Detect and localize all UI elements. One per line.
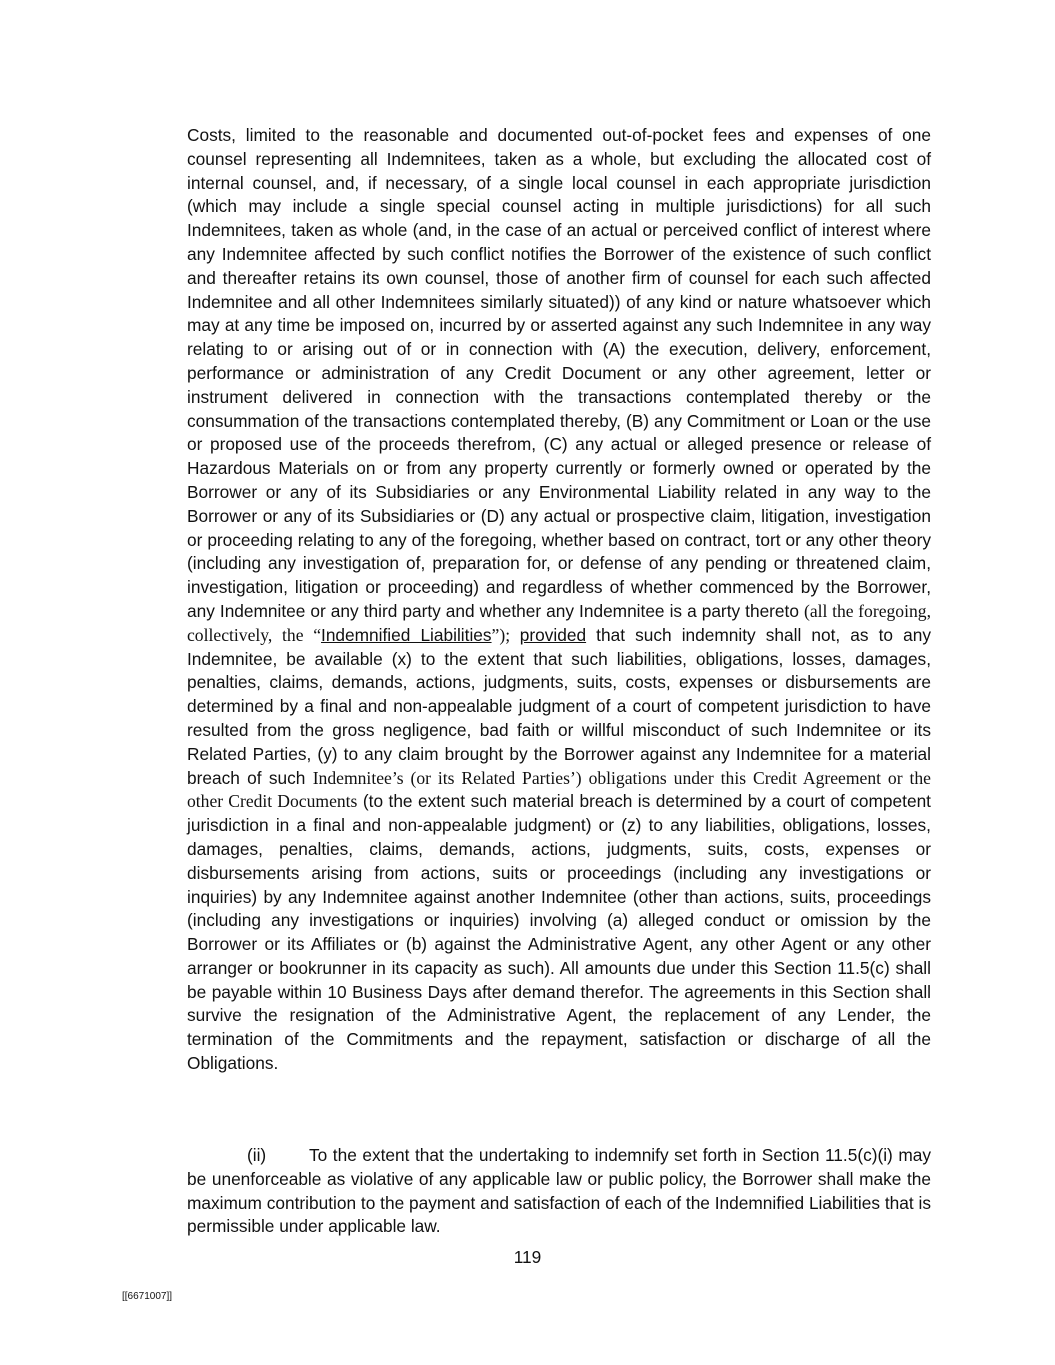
defined-term-indemnified-liabilities: Indemnified Liabilities <box>321 624 492 645</box>
paragraph-text-serif-lead: (all the foregoing, collectively, the “ <box>187 600 931 645</box>
contribution-text: To the extent that the undertaking to indemnify set forth in Section 11.5(c)(i) may be unenforceable as violative of any applicable law or public policy, the Borrower shall make the maximum contribution to the payment and satisfaction of each of the Indemnified Liabilities that is permissible under applicable law. <box>187 1145 931 1237</box>
contribution-paragraph <box>187 1144 931 1239</box>
paragraph-text-part6: (to the extent such material breach is determined by a court of competent jurisdiction in a final and non-appealable judgment) or (z) to any liabilities, obligations, losses, damages, penalties, claims, demands, actions, judgments, suits, costs, expenses or disbursements arising from actions, suits or proceedings (including any investigations or inquiries) by any Indemnitee against another Indemnitee (other than actions, suits, proceedings (including any investigations or inquiries) involving (a) alleged conduct or omission by the Borrower or its Affiliates or (b) against the Administrative Agent, any other Agent or any other arranger or bookrunner in its capacity as such). All amounts due under this Section 11.5(c) shall be payable within 10 Business Days after demand therefor. The agreements in this Section shall survive the resignation of the Administrative Agent, the replacement of any Lender, the termination of the Commitments and the repayment, satisfaction or discharge of all the Obligations. <box>187 791 931 1074</box>
indemnification-paragraph <box>187 124 931 1076</box>
paragraph-text-part4: that such indemnity shall not, as to any Indemnitee, be available (x) to the extent that such liabilities, obligations, losses, damages, penalties, claims, demands, actions, judgments, suits, costs, expenses or disbursements are determined by a final and non-appealable judgment of a court of competent jurisdiction to have resulted from the gross negligence, bad faith or willful misconduct of such Indemnitee or its Related Parties, (y) to any claim brought by the Borrower against any Indemnitee for a material breach of such <box>187 624 931 788</box>
paragraph-text-part1: Costs, limited to the reasonable and documented out-of-pocket fees and expenses of one counsel representing all Indemnitees, taken as a whole, but excluding the allocated cost of internal counsel, and, if necessary, of a single local counsel in each appropriate jurisdiction (which may include a single special counsel acting in multiple jurisdictions) for all such Indemnitees, taken as whole (and, in the case of an actual or perceived conflict of interest where any Indemnitee affected by such conflict notifies the Borrower of the existence of such conflict and thereafter retains its own counsel, those of another firm of counsel for each such affected Indemnitee and all other Indemnitees similarly situated)) of any kind or nature whatsoever which may at any time be imposed on, incurred by or asserted against any such Indemnitee in any way relating to or arising out of or in connection with (A) the execution, delivery, enforcement, performance or administration of any Credit Document or any other agreement, letter or instrument delivered in connection with the transactions contemplated thereby or the consummation of the transactions contemplated thereby, (B) any Commitment or Loan or the use or proposed use of the proceeds therefrom, (C) any actual or alleged presence or release of Hazardous Materials on or from any property currently or formerly owned or operated by the Borrower or any of its Subsidiaries or any Environmental Liability related in any way to the Borrower or any of its Subsidiaries or (D) any actual or prospective claim, litigation, investigation or proceeding relating to any of the foregoing, whether based on contract, tort or any other theory (including any investigation of, preparation for, or defense of any pending or threatened claim, investigation, litigation or proceeding) and regardless of whether commenced by the Borrower, any Indemnitee or any third party and whether any Indemnitee is a party thereto <box>187 125 931 621</box>
page-number: 119 <box>513 1247 542 1267</box>
paragraph-text-serif-close: ”); <box>491 624 520 645</box>
proviso-term: provided <box>519 624 587 645</box>
item-number: (ii) <box>247 1145 267 1165</box>
paragraph-text-serif-obligations: Indemnitee’s (or its Related Parties’) obligations under this Credit Agreement or the other Credit Documents <box>187 767 931 812</box>
document-id: [[6671007]] <box>122 1291 173 1302</box>
